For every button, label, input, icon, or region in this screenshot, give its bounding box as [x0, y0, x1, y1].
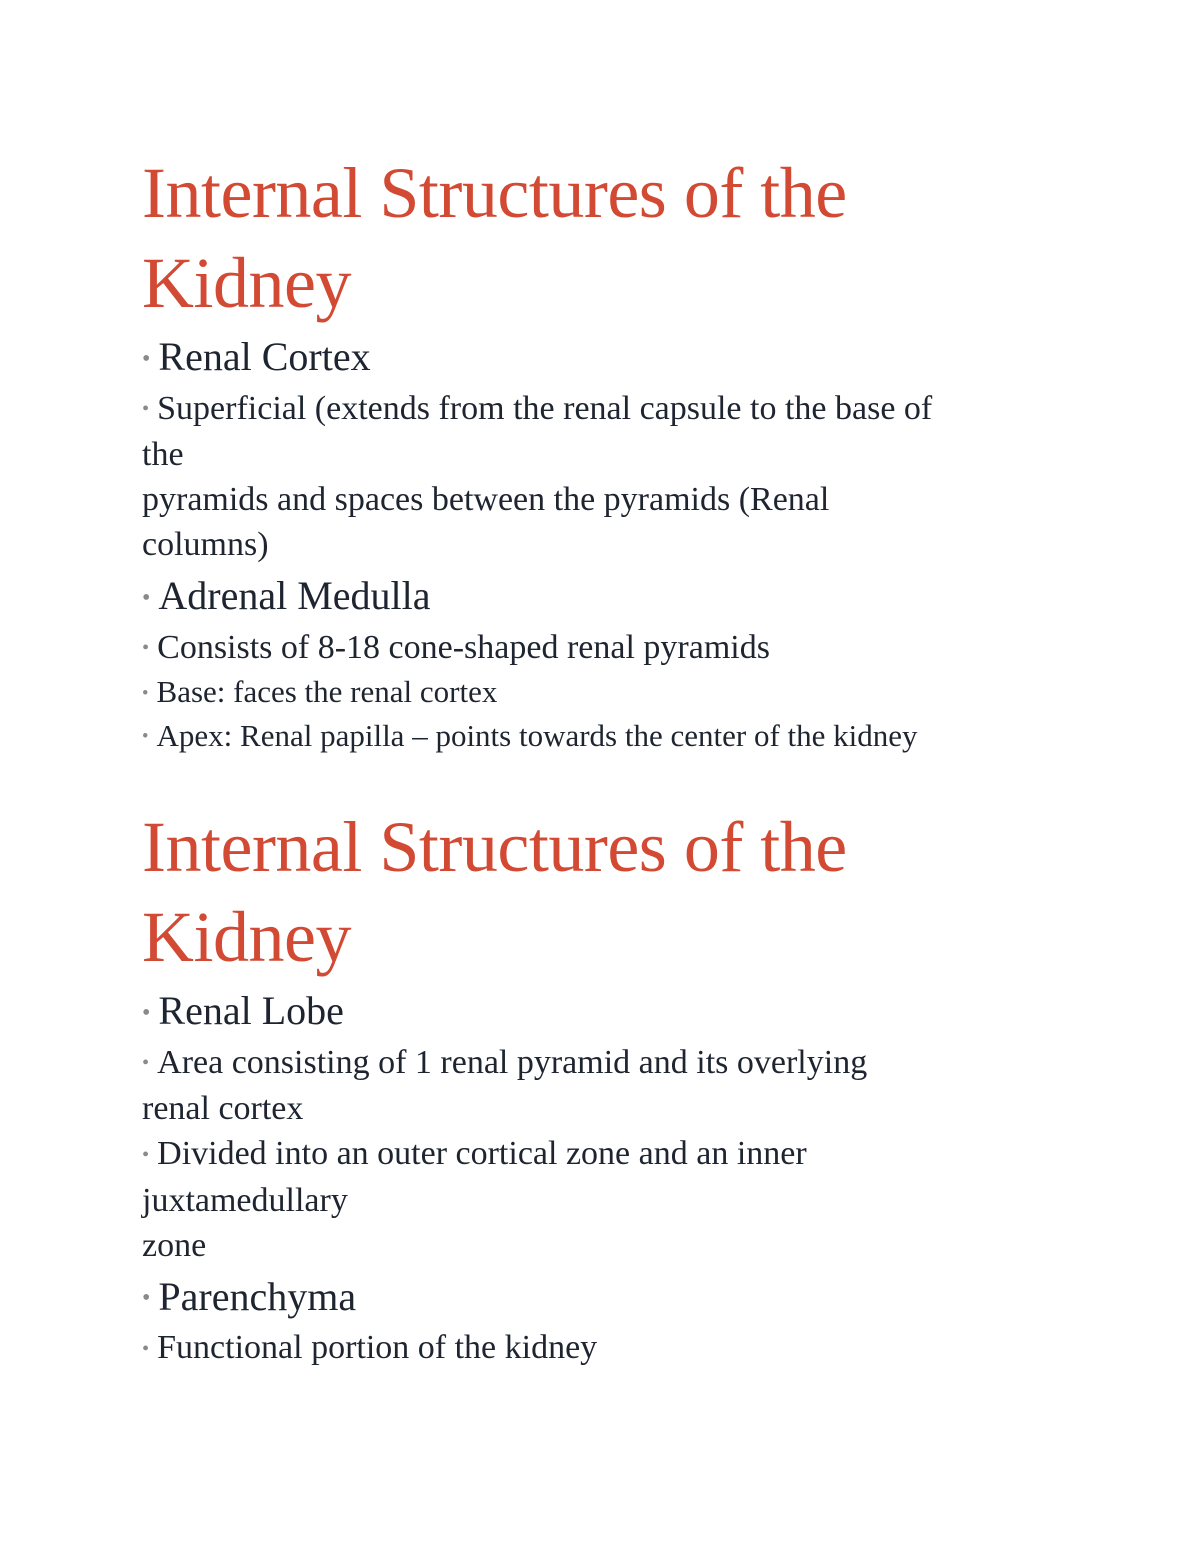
bullet-text: Adrenal Medulla: [158, 573, 431, 619]
bullet-text: Functional portion of the kidney: [157, 1329, 598, 1367]
bullet-icon: •: [142, 1143, 150, 1166]
bullet-text-continued: juxtamedullary: [142, 1181, 348, 1219]
bullet-text: Parenchyma: [158, 1273, 357, 1319]
section-1: [142, 0, 1142, 758]
section-2: [142, 758, 1142, 1371]
bullet-text: Superficial (extends from the renal capsule to the base of: [157, 389, 933, 427]
bullet-icon: •: [142, 1337, 150, 1360]
bullet-text: Apex: Renal papilla – points towards the center of the kidney: [156, 717, 918, 753]
bullet-text: Renal Cortex: [158, 334, 371, 379]
bullet-item-divided: [142, 1131, 1142, 1267]
bullet-icon: •: [142, 1285, 151, 1312]
bullet-text: Base: faces the renal cortex: [156, 674, 498, 710]
bullet-text: Renal Lobe: [158, 988, 344, 1034]
bullet-icon: •: [142, 398, 150, 421]
bullet-text: Area consisting of 1 renal pyramid and its overlying: [157, 1044, 868, 1082]
heading-line: Internal Structures of the: [142, 153, 847, 233]
section-heading: [142, 802, 1142, 982]
bullet-item-renal-lobe: [142, 988, 1142, 1036]
heading-line: Kidney: [142, 897, 351, 978]
bullet-item-base: [142, 671, 1142, 715]
section-heading: [142, 148, 1142, 328]
bullet-icon: •: [142, 1052, 150, 1075]
bullet-text-continued: renal cortex: [142, 1090, 304, 1128]
bullet-item-adrenal-medulla: [142, 573, 1142, 621]
bullet-item-superficial: [142, 386, 1142, 567]
bullet-icon: •: [142, 637, 150, 660]
bullet-icon: •: [142, 584, 151, 611]
bullet-item-functional: [142, 1325, 1142, 1371]
bullet-text-continued: zone: [142, 1226, 207, 1264]
bullet-icon: •: [142, 726, 149, 748]
bullet-text-continued: columns): [142, 526, 269, 564]
heading-line: Internal Structures of the: [142, 807, 847, 888]
bullet-text-continued: the: [142, 436, 184, 474]
bullet-text: Consists of 8-18 cone-shaped renal pyramids: [157, 628, 770, 666]
heading-line: Kidney: [142, 243, 351, 323]
bullet-icon: •: [142, 345, 151, 372]
document-page: [142, 0, 1142, 1372]
bullet-icon: •: [142, 1000, 151, 1027]
bullet-icon: •: [142, 682, 149, 704]
bullet-item-area: [142, 1040, 1142, 1131]
bullet-item-renal-cortex: [142, 334, 1142, 382]
bullet-item-apex: [142, 715, 1142, 759]
bullet-text: Divided into an outer cortical zone and an inner: [157, 1135, 807, 1173]
bullet-item-parenchyma: [142, 1274, 1142, 1322]
bullet-item-pyramids: [142, 625, 1142, 671]
bullet-text-continued: pyramids and spaces between the pyramids (Renal: [142, 481, 830, 519]
